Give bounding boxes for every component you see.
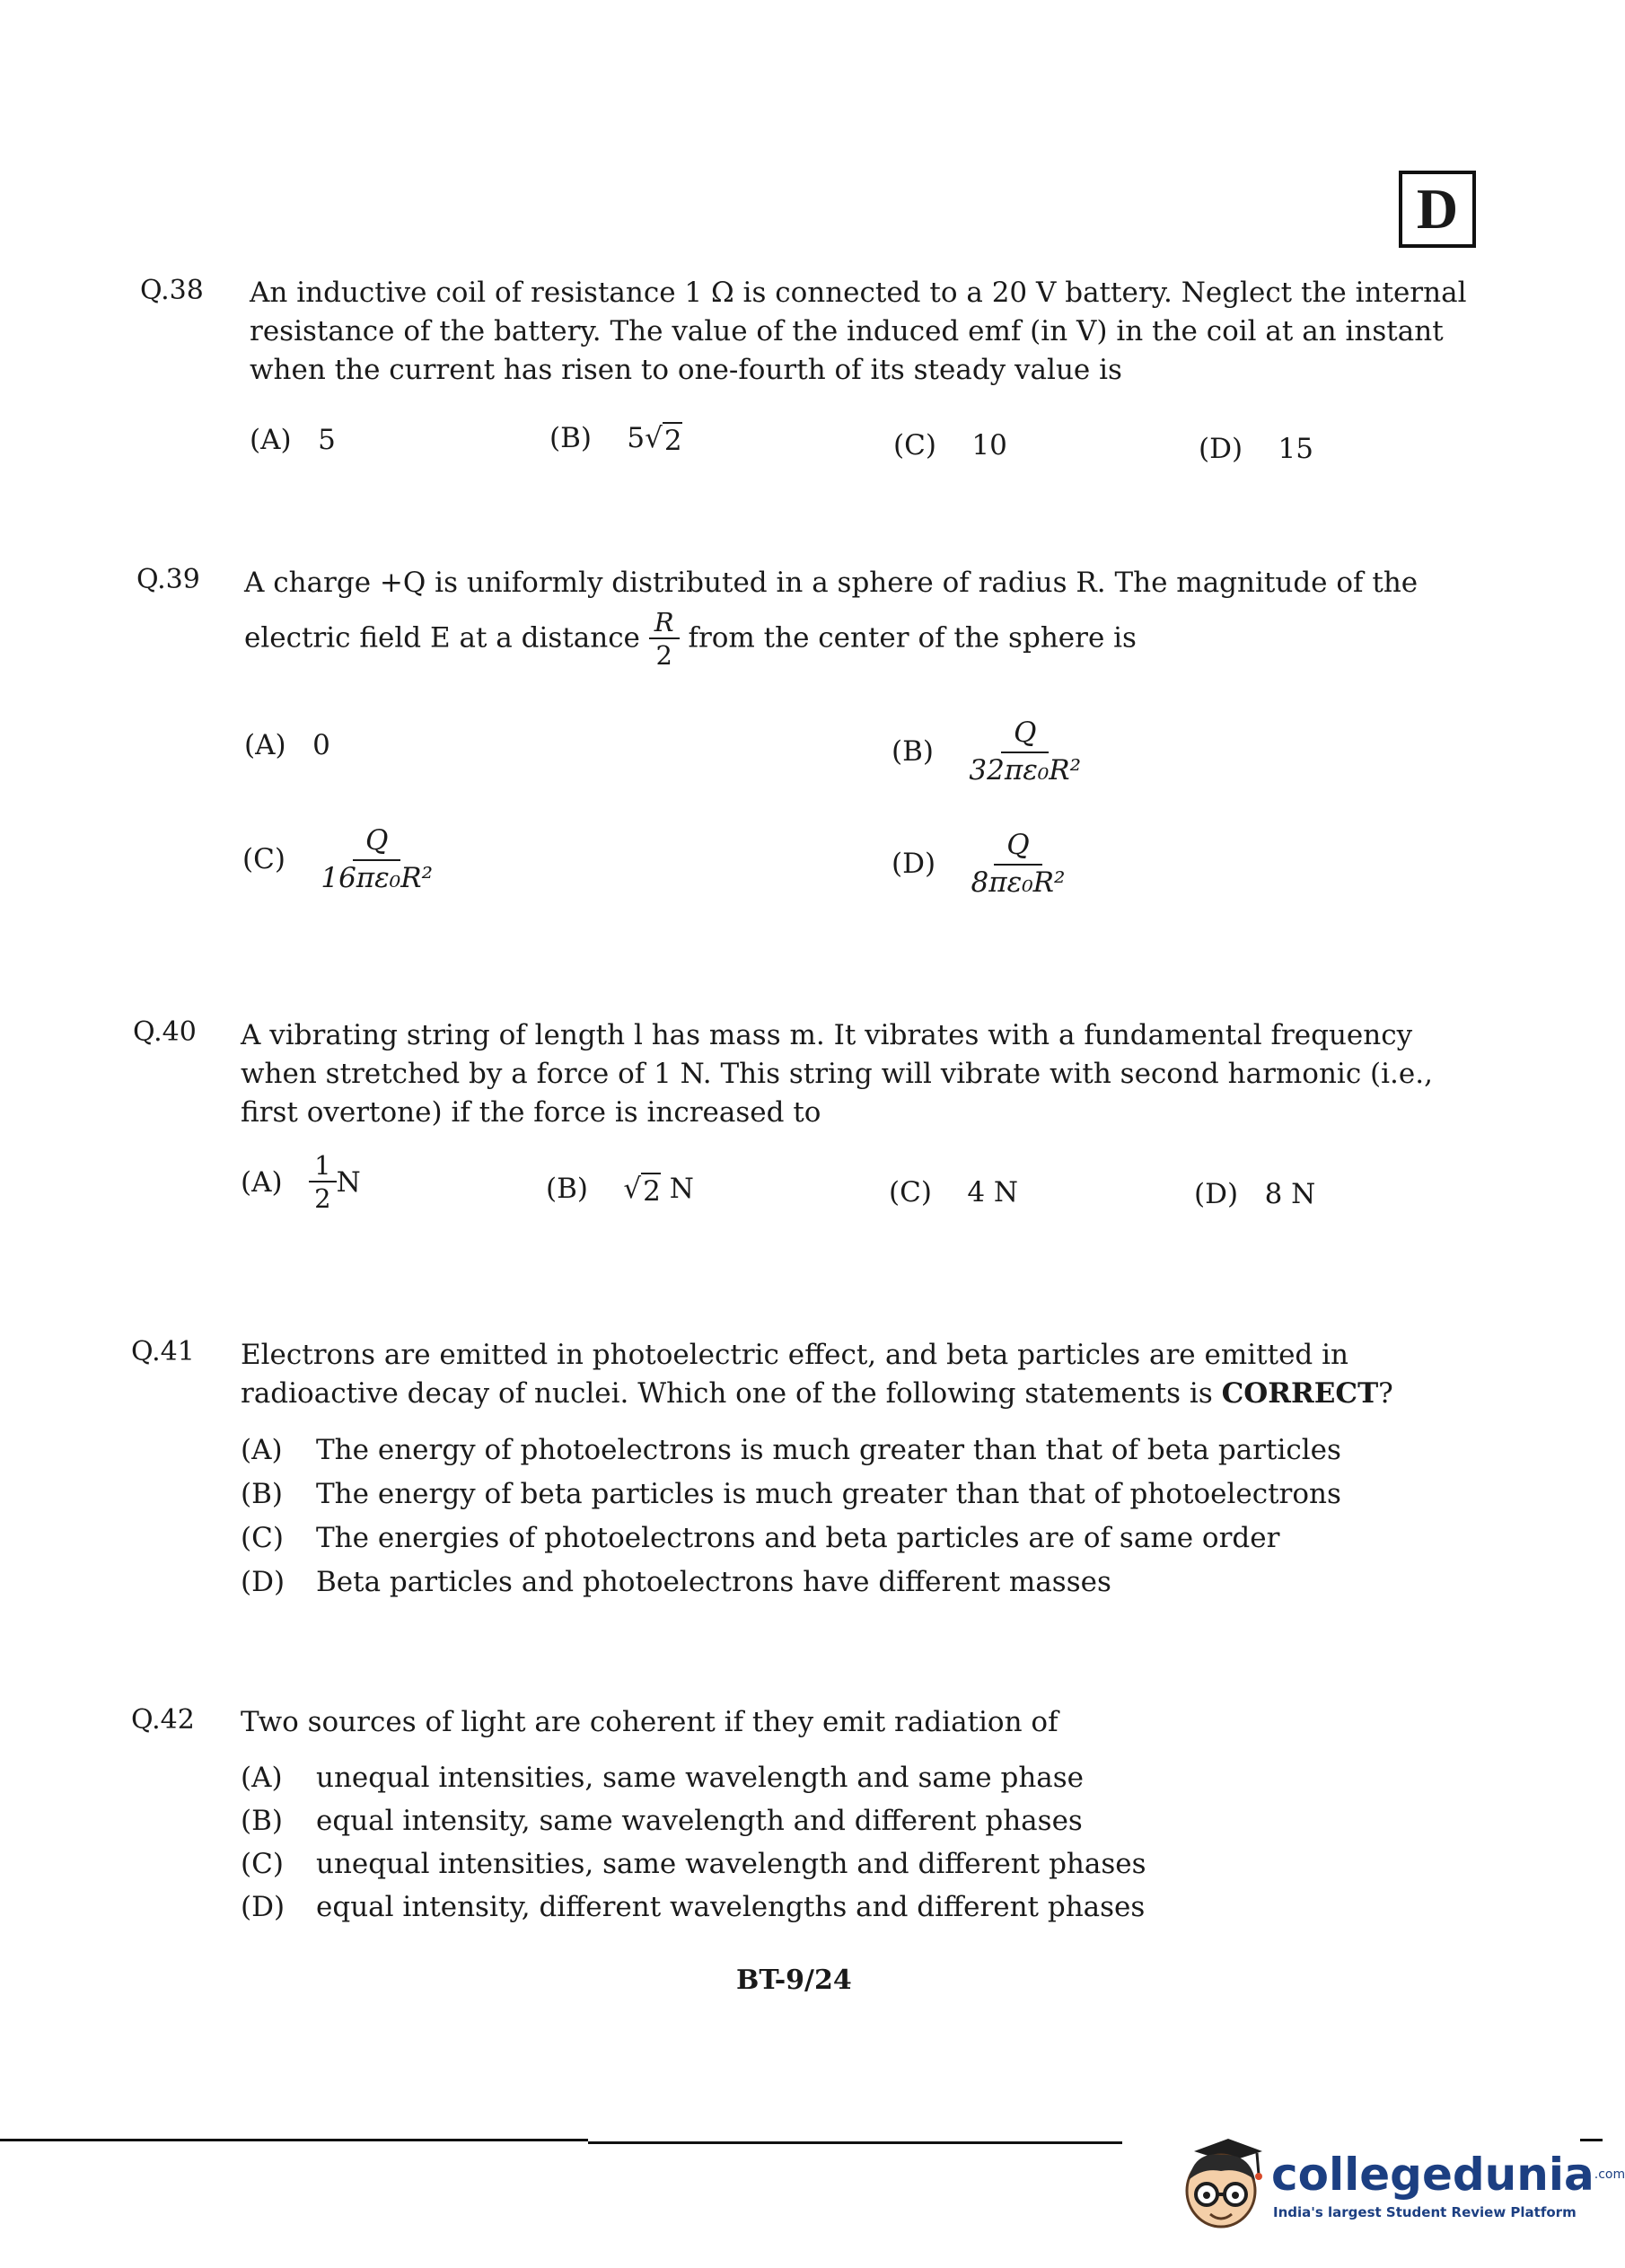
- fraction-denominator: 16πε₀R²: [321, 861, 433, 894]
- option-value: 0: [312, 729, 330, 761]
- brand-mascot-icon: [1176, 2135, 1266, 2234]
- option-c: [241, 1522, 1279, 1554]
- footer-rule: [588, 2141, 1122, 2144]
- option-fraction: [971, 831, 1065, 897]
- question-number: Q.41: [131, 1336, 195, 1367]
- sqrt-symbol: √ 2: [623, 1173, 661, 1208]
- option-d: [892, 831, 1065, 897]
- question-text-emphasis: CORRECT: [1221, 1377, 1379, 1410]
- option-a: [241, 1152, 361, 1213]
- option-label: (A): [250, 424, 292, 456]
- fraction-denominator: 32πε₀R²: [969, 753, 1082, 787]
- option-unit: N: [669, 1173, 694, 1205]
- fraction: [649, 609, 680, 670]
- question-text-line1: A charge +Q is uniformly distributed in a sphere of radius R. The magnitude of the: [244, 567, 1419, 599]
- option-fraction: [321, 826, 433, 892]
- fraction-denominator: 2: [655, 640, 672, 672]
- question-text: A vibrating string of length l has mass m. It vibrates with a fundamental frequency when stretched by a force of 1 N. This string will vibrate with second harmonic (i.e., first overtone) if the force is increased to: [241, 1019, 1433, 1129]
- set-label: D: [1416, 177, 1459, 241]
- option-value-coefficient: 5: [627, 422, 646, 454]
- option-value: The energy of beta particles is much greater than that of photoelectrons: [316, 1478, 1341, 1510]
- option-label: (B): [241, 1478, 283, 1510]
- question-text-part: Electrons are emitted in photoelectric effect, and beta particles are emitted in radioactive decay of nuclei. Which one of the following statements is: [241, 1339, 1349, 1410]
- option-label: (B): [546, 1173, 588, 1205]
- question-text-part: ?: [1378, 1377, 1393, 1410]
- option-label: (A): [241, 1434, 283, 1466]
- option-c: [242, 826, 433, 892]
- option-value-radicand: 2: [663, 422, 682, 457]
- option-value: 10: [971, 429, 1007, 462]
- question-number: Q.40: [133, 1016, 197, 1048]
- option-value: unequal intensities, same wavelength and same phase: [316, 1762, 1085, 1794]
- option-label: (D): [241, 1891, 285, 1923]
- fraction-numerator: 1: [309, 1152, 336, 1182]
- option-label: (D): [241, 1566, 285, 1598]
- question-text: Two sources of light are coherent if they emit radiation of: [241, 1706, 1058, 1738]
- question-text: An inductive coil of resistance 1 Ω is connected to a 20 V battery. Neglect the internal resistance of the battery. The value of the induced emf (in V) in the coil at an instant when the current has risen to one-fourth of its steady value is: [250, 277, 1467, 386]
- option-label: (C): [241, 1522, 284, 1554]
- brand-name: [1271, 2149, 1625, 2200]
- option-d: [1199, 433, 1313, 465]
- set-label-box: [1399, 171, 1476, 248]
- fraction-denominator: 8πε₀R²: [971, 866, 1066, 899]
- option-value: unequal intensities, same wavelength and different phases: [316, 1848, 1146, 1880]
- option-label: (B): [549, 422, 592, 454]
- option-d: [1194, 1178, 1315, 1210]
- option-label: (B): [892, 735, 934, 769]
- option-label: (C): [889, 1176, 932, 1209]
- sqrt-symbol: √ 2: [645, 422, 682, 457]
- option-label: (B): [241, 1805, 283, 1837]
- option-a: [241, 1434, 1341, 1466]
- option-value: equal intensity, different wavelengths and different phases: [316, 1891, 1146, 1923]
- brand-tagline: India's largest Student Review Platform: [1273, 2204, 1577, 2220]
- fraction-numerator: Q: [353, 826, 400, 861]
- option-value: equal intensity, same wavelength and different phases: [316, 1805, 1083, 1837]
- option-c: [889, 1176, 1018, 1209]
- option-a: [244, 729, 330, 761]
- question-text-part: electric field E at a distance: [244, 621, 640, 655]
- fraction-denominator: 2: [314, 1183, 331, 1215]
- footer-rule: [1580, 2139, 1603, 2141]
- option-value: The energy of photoelectrons is much greater than that of beta particles: [316, 1434, 1341, 1466]
- option-a: [250, 424, 336, 456]
- page-code: BT-9/24: [736, 1965, 852, 1996]
- brand-name-text: collegedunia: [1271, 2149, 1594, 2201]
- option-b: [892, 718, 1081, 785]
- option-c: [893, 429, 1007, 462]
- option-value: 15: [1278, 433, 1313, 465]
- option-label: (D): [892, 848, 936, 881]
- option-label: (D): [1199, 433, 1243, 465]
- fraction-numerator: R: [649, 609, 680, 639]
- question-text-line2: [244, 609, 1483, 670]
- option-value-radicand: 2: [641, 1173, 661, 1208]
- option-d: [241, 1891, 1145, 1923]
- option-b: [549, 422, 682, 457]
- option-c: [241, 1848, 1146, 1880]
- option-fraction: [309, 1152, 336, 1213]
- fraction-numerator: Q: [994, 831, 1041, 866]
- option-value: 8 N: [1264, 1178, 1316, 1210]
- question-number: Q.39: [136, 564, 200, 595]
- option-fraction: [969, 718, 1081, 785]
- option-label: (C): [893, 429, 936, 462]
- question-text: [241, 1336, 1480, 1413]
- option-b: [241, 1805, 1083, 1837]
- question-text-part: from the center of the sphere is: [688, 621, 1137, 655]
- option-value: 4 N: [967, 1176, 1019, 1209]
- option-a: [241, 1762, 1084, 1794]
- footer-rule: [0, 2139, 588, 2141]
- option-label: (C): [241, 1848, 284, 1880]
- option-label: (A): [241, 1165, 283, 1199]
- option-label: (A): [241, 1762, 283, 1794]
- option-value: 5: [318, 424, 336, 456]
- option-label: (A): [244, 729, 286, 761]
- option-label: (D): [1194, 1178, 1239, 1210]
- fraction-numerator: Q: [1001, 718, 1049, 753]
- option-label: (C): [242, 843, 285, 876]
- option-b: [241, 1478, 1341, 1510]
- option-value: The energies of photoelectrons and beta particles are of same order: [316, 1522, 1280, 1554]
- brand-suffix: .com: [1594, 2167, 1625, 2182]
- question-number: Q.42: [131, 1704, 195, 1736]
- option-unit: N: [336, 1165, 361, 1199]
- question-number: Q.38: [140, 275, 204, 306]
- option-b: [546, 1173, 694, 1208]
- option-value: Beta particles and photoelectrons have different masses: [316, 1566, 1111, 1598]
- option-d: [241, 1566, 1111, 1598]
